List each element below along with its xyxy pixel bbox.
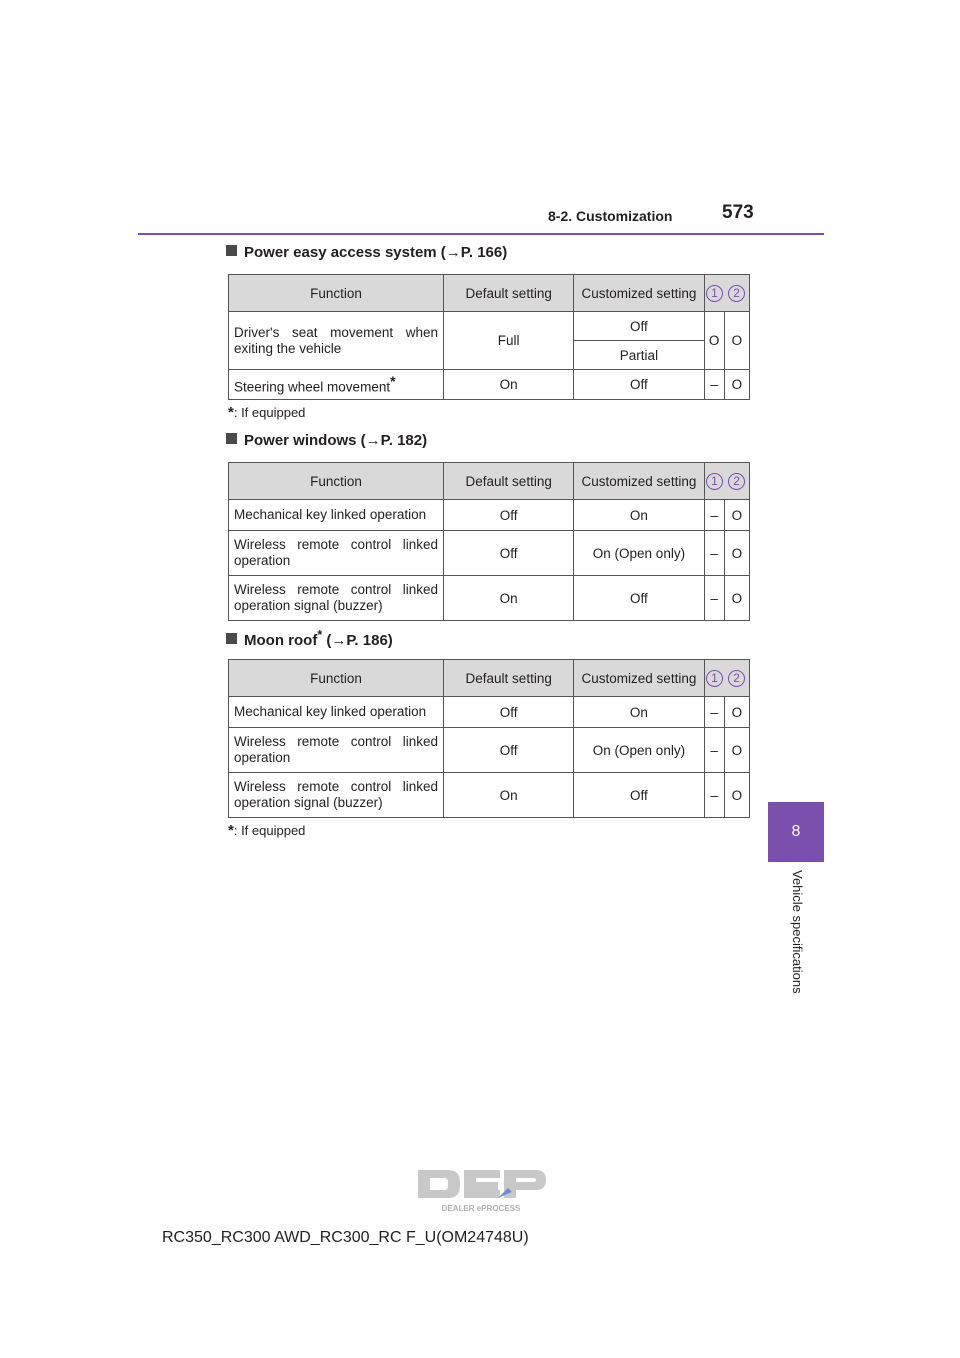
circled-1-icon: 1	[706, 670, 723, 687]
cell-mark2: O	[724, 312, 749, 370]
chapter-number: 8	[791, 823, 801, 840]
cell-customized: On	[574, 500, 704, 531]
cell-customized: Off	[574, 370, 704, 400]
col-mark2	[724, 275, 749, 312]
table-row	[229, 531, 750, 576]
col-mark1	[704, 275, 724, 312]
cell-function: Wireless remote control linked operation signal (buzzer)	[229, 773, 444, 818]
cell-customized: Partial	[574, 341, 704, 370]
square-bullet-icon	[226, 433, 237, 444]
circled-1-icon: 1	[706, 473, 723, 490]
function-text: Steering wheel movement	[234, 379, 391, 395]
col-default: Default setting	[444, 660, 574, 697]
cell-default: On	[444, 773, 574, 818]
cell-function: Wireless remote control linked operation	[229, 531, 444, 576]
col-default: Default setting	[444, 463, 574, 500]
col-customized: Customized setting	[574, 275, 704, 312]
cell-customized: Off	[574, 312, 704, 341]
cell-default: Full	[444, 312, 574, 370]
table-row	[229, 312, 750, 341]
table-row	[229, 697, 750, 728]
cell-mark1: –	[704, 697, 724, 728]
section-heading-power-easy-access	[226, 244, 507, 261]
dealer-eprocess-logo	[416, 1166, 546, 1214]
footnote	[228, 404, 305, 421]
heading-text: Power easy access system (→P. 166)	[244, 244, 508, 261]
cell-mark2: O	[724, 531, 749, 576]
cell-default: Off	[444, 531, 574, 576]
heading-star: *	[317, 628, 323, 642]
table-header-row	[229, 660, 750, 697]
col-mark2	[724, 463, 749, 500]
section-title: 8-2. Customization	[548, 208, 673, 224]
cell-customized: On	[574, 697, 704, 728]
page-number: 573	[722, 202, 754, 223]
table-moon-roof	[228, 659, 750, 818]
col-mark1	[704, 463, 724, 500]
footnote-text: : If equipped	[233, 405, 306, 420]
cell-mark1: –	[704, 576, 724, 621]
table-row	[229, 576, 750, 621]
table-row	[229, 773, 750, 818]
square-bullet-icon	[226, 633, 237, 644]
cell-mark2: O	[724, 728, 749, 773]
cell-function: Mechanical key linked operation	[229, 697, 444, 728]
cell-mark1: –	[704, 531, 724, 576]
cell-mark1: –	[704, 773, 724, 818]
cell-mark1: –	[704, 370, 724, 400]
footnote	[228, 822, 305, 839]
circled-1-icon: 1	[706, 285, 723, 302]
cell-mark2: O	[724, 500, 749, 531]
footnote-star: *	[228, 404, 234, 421]
cell-mark1: –	[704, 500, 724, 531]
cell-default: Off	[444, 500, 574, 531]
cell-default: On	[444, 370, 574, 400]
cell-function: Wireless remote control linked operation	[229, 728, 444, 773]
circled-2-icon: 2	[728, 285, 745, 302]
cell-function: Wireless remote control linked operation signal (buzzer)	[229, 576, 444, 621]
cell-function: Driver's seat movement when exiting the vehicle	[229, 312, 444, 370]
col-default: Default setting	[444, 275, 574, 312]
col-function: Function	[229, 463, 444, 500]
cell-mark1: –	[704, 728, 724, 773]
section-heading-power-windows	[226, 432, 427, 449]
heading-text: Moon roof	[244, 632, 318, 649]
footnote-text: : If equipped	[233, 823, 306, 838]
table-power-easy-access	[228, 274, 750, 400]
cell-function: Mechanical key linked operation	[229, 500, 444, 531]
chapter-tab[interactable]	[768, 802, 824, 862]
col-mark1	[704, 660, 724, 697]
col-customized: Customized setting	[574, 463, 704, 500]
cell-customized: On (Open only)	[574, 531, 704, 576]
col-function: Function	[229, 275, 444, 312]
table-header-row	[229, 463, 750, 500]
table-row	[229, 500, 750, 531]
col-mark2	[724, 660, 749, 697]
chapter-label: Vehicle specifications	[790, 870, 805, 994]
cell-customized: Off	[574, 773, 704, 818]
document-id: RC350_RC300 AWD_RC300_RC F_U(OM24748U)	[162, 1229, 529, 1246]
col-customized: Customized setting	[574, 660, 704, 697]
section-heading-moon-roof	[226, 628, 393, 649]
cell-mark2: O	[724, 576, 749, 621]
table-row	[229, 728, 750, 773]
circled-2-icon: 2	[728, 670, 745, 687]
cell-customized: Off	[574, 576, 704, 621]
header-divider	[138, 233, 824, 235]
cell-mark2: O	[724, 697, 749, 728]
heading-ref: (→P. 186)	[322, 632, 393, 649]
cell-default: Off	[444, 697, 574, 728]
heading-text: Power windows (→P. 182)	[244, 432, 428, 449]
cell-mark2: O	[724, 773, 749, 818]
square-bullet-icon	[226, 245, 237, 256]
circled-2-icon: 2	[728, 473, 745, 490]
cell-mark2: O	[724, 370, 749, 400]
table-row	[229, 370, 750, 400]
col-function: Function	[229, 660, 444, 697]
cell-customized: On (Open only)	[574, 728, 704, 773]
cell-function	[229, 370, 444, 400]
cell-default: Off	[444, 728, 574, 773]
cell-default: On	[444, 576, 574, 621]
table-header-row	[229, 275, 750, 312]
footnote-star: *	[390, 373, 396, 390]
cell-mark1: O	[704, 312, 724, 370]
footnote-star: *	[228, 822, 234, 839]
logo-text: DEALER ePROCESS	[441, 1204, 521, 1213]
table-power-windows	[228, 462, 750, 621]
